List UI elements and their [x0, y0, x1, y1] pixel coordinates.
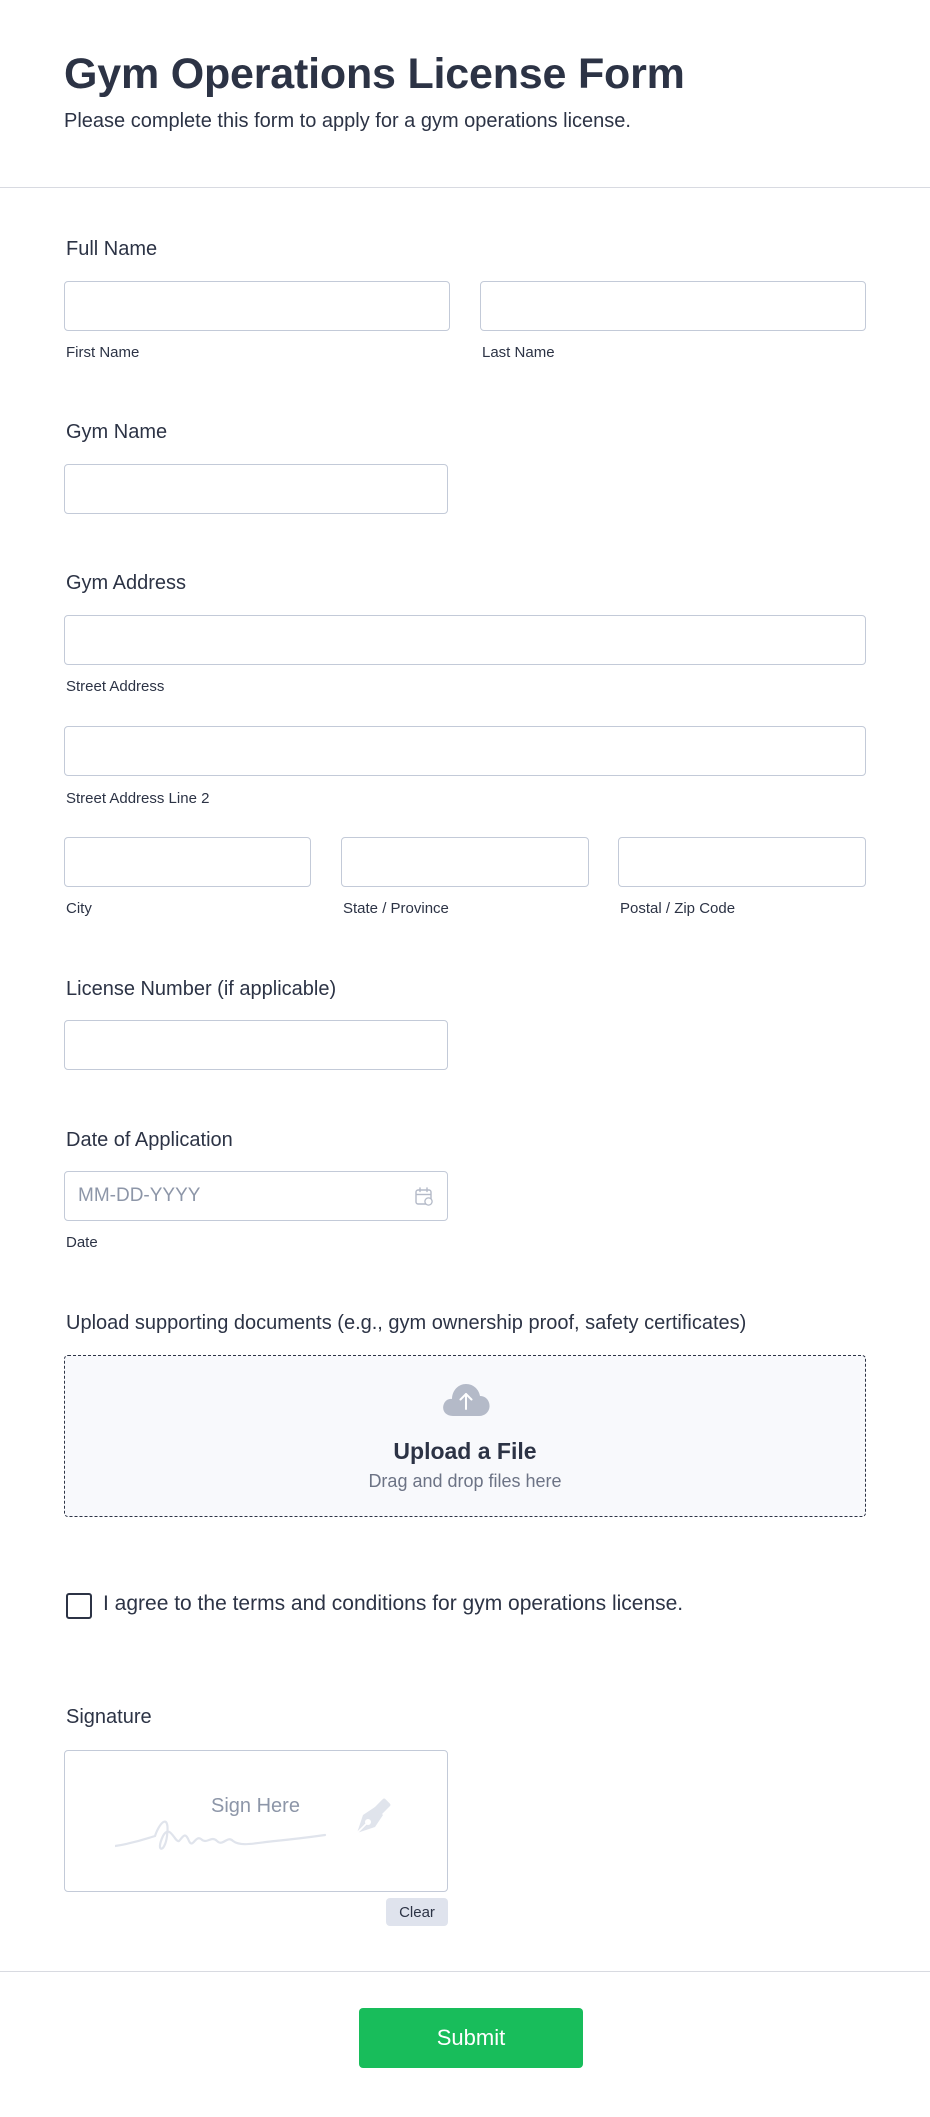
gym-address-label: Gym Address: [66, 572, 187, 594]
file-upload-dropzone[interactable]: [64, 1355, 866, 1517]
date-of-application-label: Date of Application: [66, 1129, 233, 1151]
date-sublabel: Date: [66, 1234, 98, 1251]
upload-label: Upload supporting documents (e.g., gym ownership proof, safety certificates): [66, 1312, 747, 1334]
last-name-input[interactable]: [480, 281, 866, 331]
last-name-sublabel: Last Name: [482, 344, 555, 361]
calendar-icon[interactable]: [413, 1186, 435, 1208]
form-header: [0, 0, 930, 188]
terms-checkbox[interactable]: [66, 1593, 92, 1619]
upload-title: Upload a File: [393, 1438, 537, 1464]
upload-subtitle: Drag and drop files here: [368, 1471, 562, 1491]
first-name-input[interactable]: [64, 281, 450, 331]
pen-nib-icon: [351, 1793, 397, 1839]
signature-label: Signature: [66, 1706, 152, 1728]
street-address-input[interactable]: [64, 615, 866, 665]
signature-pad[interactable]: [64, 1750, 448, 1892]
license-number-input[interactable]: [64, 1020, 448, 1070]
city-sublabel: City: [66, 900, 92, 917]
form-title: Gym Operations License Form: [64, 50, 685, 98]
street-address-sublabel: Street Address: [66, 678, 165, 695]
postal-code-sublabel: Postal / Zip Code: [620, 900, 736, 917]
clear-signature-button[interactable]: Clear: [386, 1898, 448, 1926]
footer-divider: [0, 1971, 930, 1972]
date-input[interactable]: [64, 1171, 448, 1221]
state-province-input[interactable]: [341, 837, 589, 887]
full-name-label: Full Name: [66, 238, 158, 260]
city-input[interactable]: [64, 837, 311, 887]
terms-label[interactable]: I agree to the terms and conditions for gym operations license.: [103, 1592, 684, 1615]
form-subtitle: Please complete this form to apply for a gym operations license.: [64, 110, 631, 132]
street-address-line2-input[interactable]: [64, 726, 866, 776]
submit-button[interactable]: Submit: [359, 2008, 583, 2068]
signature-placeholder: Sign Here: [211, 1795, 300, 1817]
postal-code-input[interactable]: [618, 837, 866, 887]
street-address-line2-sublabel: Street Address Line 2: [66, 790, 210, 807]
first-name-sublabel: First Name: [66, 344, 140, 361]
gym-name-label: Gym Name: [66, 421, 168, 443]
cloud-upload-icon: [441, 1382, 491, 1418]
gym-name-input[interactable]: [64, 464, 448, 514]
license-number-label: License Number (if applicable): [66, 978, 337, 1000]
state-province-sublabel: State / Province: [343, 900, 449, 917]
